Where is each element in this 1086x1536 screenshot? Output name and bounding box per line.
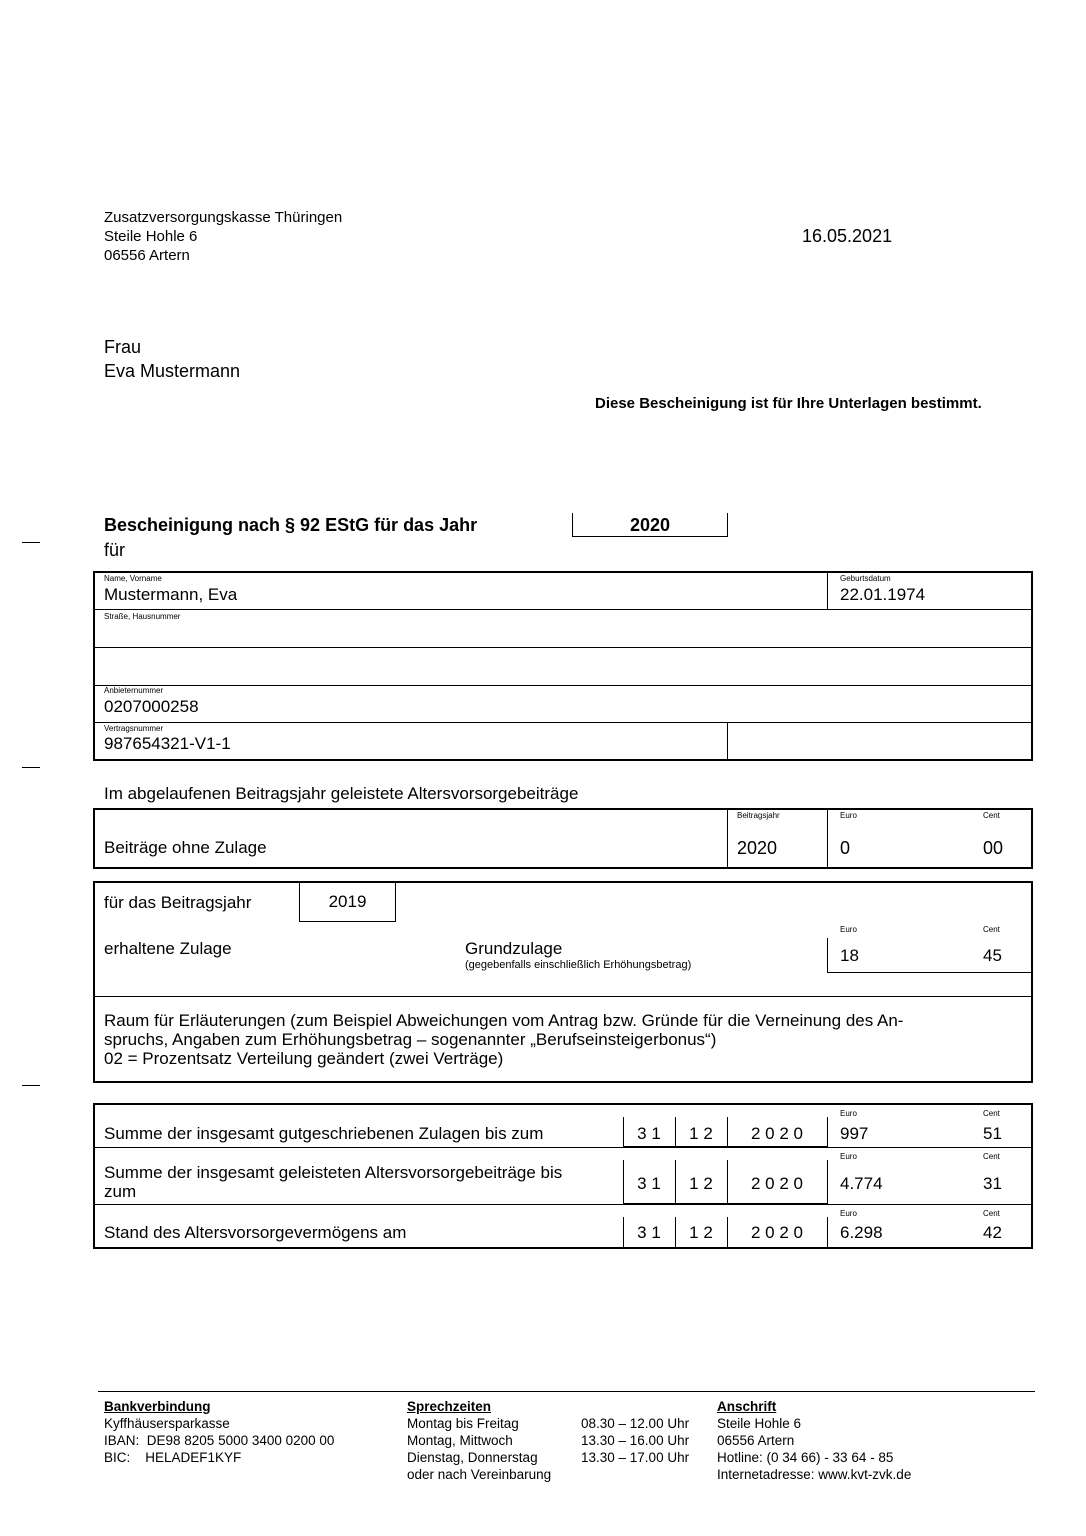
- bank-iban: IBAN: DE98 8205 5000 3400 0200 00: [104, 1433, 335, 1448]
- summary-row-euro: 4.774: [840, 1174, 883, 1193]
- hours-days-1: Montag bis Freitag: [407, 1416, 519, 1431]
- summary-date-underline-1: [623, 1146, 828, 1148]
- allowance-divider-explanation: [93, 996, 1033, 997]
- sender-name: Zusatzversorgungskasse Thüringen: [104, 209, 343, 226]
- street-label: Straße, Hausnummer: [104, 612, 181, 621]
- bank-heading: Bankverbindung: [104, 1399, 211, 1414]
- sum-r1-v4: [827, 1117, 828, 1147]
- explanation-line-1: Raum für Erläuterungen (zum Beispiel Abweichungen vom Antrag bzw. Gründe für die Verneinung des An-: [104, 1011, 904, 1030]
- contrib-cent-label: Cent: [983, 811, 1000, 820]
- contract-label: Vertragsnummer: [104, 724, 164, 733]
- sum-r2-cent-label: Cent: [983, 1152, 1000, 1161]
- sender-city: 06556 Artern: [104, 247, 190, 264]
- contrib-euro-label: Euro: [840, 811, 857, 820]
- sum-r1-euro-label: Euro: [840, 1109, 857, 1118]
- contrib-year: 2020: [737, 838, 778, 858]
- sum-r1-cent-label: Cent: [983, 1109, 1000, 1118]
- year-box-bottom: [572, 536, 728, 537]
- explanation-line-2: spruchs, Angaben zum Erhöhungsbetrag – sogenannter „Berufseinsteigerbonus“): [104, 1030, 717, 1049]
- summary-row-label: Stand des Altersvorsorgevermögens am: [104, 1223, 407, 1242]
- summary-row-label-continued: zum: [104, 1182, 137, 1201]
- provider-label: Anbieternummer: [104, 686, 164, 695]
- allowance-euro: 18: [840, 946, 859, 965]
- address-city: 06556 Artern: [717, 1433, 795, 1448]
- summary-row-cent: 42: [983, 1223, 1002, 1242]
- summary-row-day: 3 1: [637, 1124, 661, 1143]
- summary-divider-1: [93, 1147, 1033, 1148]
- footer-address: [717, 1398, 911, 1483]
- allowance-type-note: (gegebenfalls einschließlich Erhöhungsbetrag): [465, 959, 692, 971]
- explanation-line-3: 02 = Prozentsatz Verteilung geändert (zwei Verträge): [104, 1049, 504, 1068]
- birth-label: Geburtsdatum: [840, 574, 891, 583]
- punch-mark: [22, 767, 40, 768]
- recipient-salutation: Frau: [104, 337, 142, 357]
- name-value: Mustermann, Eva: [104, 585, 238, 604]
- summary-row-year: 2 0 2 0: [751, 1124, 803, 1143]
- footer-rule: [98, 1391, 1035, 1392]
- summary-row-day: 3 1: [637, 1223, 661, 1242]
- hours-heading: Sprechzeiten: [407, 1399, 492, 1414]
- address-street: Steile Hohle 6: [717, 1416, 802, 1431]
- summary-row-euro: 6.298: [840, 1223, 883, 1242]
- fold-mark-bottom: [22, 1085, 40, 1086]
- contrib-year-label: Beitragsjahr: [737, 811, 780, 820]
- contrib-row-label: Beiträge ohne Zulage: [104, 838, 267, 857]
- allowance-cent-label: Cent: [983, 925, 1000, 934]
- contrib-cent: 00: [983, 838, 1004, 858]
- allowance-amount-underline: [827, 972, 1032, 973]
- name-label: Name, Vorname: [104, 574, 162, 583]
- provider-value: 0207000258: [104, 697, 199, 716]
- bank-bic: BIC: HELADEF1KYF: [104, 1450, 242, 1465]
- sender-address: [104, 208, 342, 265]
- summary-row-label: Summe der insgesamt geleisteten Altersvorsorgebeiträge bis: [104, 1163, 563, 1182]
- address-heading: Anschrift: [717, 1399, 777, 1414]
- footer-hours: [407, 1398, 551, 1483]
- sum-r2-v4: [827, 1160, 828, 1204]
- person-divider-2: [93, 647, 1033, 648]
- hours-time-1: 08.30 – 12.00 Uhr: [581, 1416, 690, 1431]
- sum-r3-euro-label: Euro: [840, 1209, 857, 1218]
- summary-row-cent: 31: [983, 1174, 1002, 1193]
- recipient-address: [104, 335, 240, 383]
- notice-text: Diese Bescheinigung ist für Ihre Unterlagen bestimmt.: [595, 395, 982, 412]
- allowance-euro-label: Euro: [840, 925, 857, 934]
- summary-row-day: 3 1: [637, 1174, 661, 1193]
- summary-row-label: Summe der insgesamt gutgeschriebenen Zulagen bis zum: [104, 1124, 544, 1143]
- birth-value: 22.01.1974: [840, 585, 926, 604]
- birth-divider: [827, 571, 828, 609]
- summary-row-month: 1 2: [689, 1124, 713, 1143]
- contrib-divider-year: [727, 808, 728, 868]
- address-hotline: Hotline: (0 34 66) - 33 64 - 85: [717, 1450, 894, 1465]
- hours-time-3: 13.30 – 17.00 Uhr: [581, 1450, 690, 1465]
- person-divider-1: [93, 609, 1033, 610]
- recipient-name: Eva Mustermann: [104, 361, 241, 381]
- hours-days-3: Dienstag, Donnerstag: [407, 1450, 538, 1465]
- summary-row-month: 1 2: [689, 1174, 713, 1193]
- contract-value: 987654321-V1-1: [104, 734, 231, 753]
- hours-time-2: 13.30 – 16.00 Uhr: [581, 1433, 690, 1448]
- hours-days-4: oder nach Vereinbarung: [407, 1467, 552, 1482]
- contrib-euro: 0: [840, 838, 851, 858]
- allowance-received-label: erhaltene Zulage: [104, 939, 232, 958]
- contract-divider: [727, 722, 728, 760]
- sum-r3-v4: [827, 1217, 828, 1248]
- allowance-year: 2019: [328, 892, 367, 911]
- bank-name: Kyffhäusersparkasse: [104, 1416, 230, 1431]
- summary-row-cent: 51: [983, 1124, 1002, 1143]
- certificate-year: 2020: [629, 515, 671, 535]
- certificate-for: für: [104, 540, 126, 560]
- summary-row-year: 2 0 2 0: [751, 1174, 803, 1193]
- contrib-divider-euro: [827, 808, 828, 868]
- allowance-cent: 45: [983, 946, 1002, 965]
- footer-bank: [104, 1398, 334, 1466]
- summary-row-euro: 997: [840, 1124, 869, 1143]
- sum-r2-euro-label: Euro: [840, 1152, 857, 1161]
- sum-r3-cent-label: Cent: [983, 1209, 1000, 1218]
- allowance-year-label: für das Beitragsjahr: [104, 893, 252, 912]
- person-divider-4: [93, 722, 1033, 723]
- fold-mark-top: [22, 542, 40, 543]
- certificate-title: Bescheinigung nach § 92 EStG für das Jahr: [104, 515, 478, 535]
- summary-row-label-block: [104, 1163, 562, 1202]
- document-date: 16.05.2021: [802, 226, 893, 246]
- hours-days-2: Montag, Mittwoch: [407, 1433, 513, 1448]
- address-web: Internetadresse: www.kvt-zvk.de: [717, 1467, 912, 1482]
- sender-street: Steile Hohle 6: [104, 228, 198, 245]
- person-divider-3: [93, 685, 1033, 686]
- explanation-area: [104, 1010, 903, 1069]
- allowance-divider-euro: [827, 938, 828, 973]
- summary-divider-2: [93, 1204, 1033, 1205]
- summary-row-year: 2 0 2 0: [751, 1223, 803, 1242]
- contributions-heading: Im abgelaufenen Beitragsjahr geleistete Altersvorsorgebeiträge: [104, 784, 579, 803]
- footer-hours-times: [581, 1415, 689, 1466]
- summary-row-month: 1 2: [689, 1223, 713, 1242]
- summary-date-underline-2: [623, 1203, 828, 1205]
- allowance-type: Grundzulage: [465, 939, 563, 958]
